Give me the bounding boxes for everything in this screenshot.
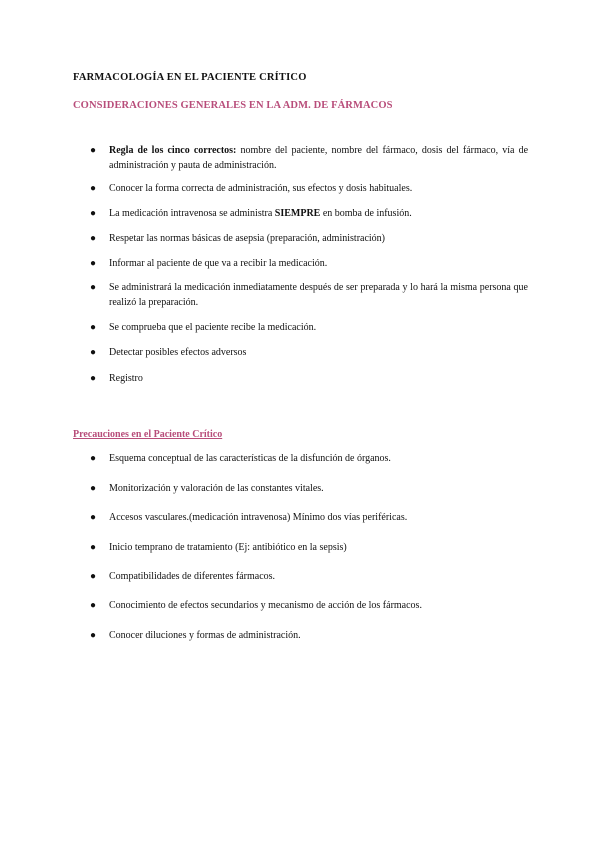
bullet-icon: ●	[90, 322, 97, 333]
bullet-icon: ●	[90, 600, 97, 611]
list-item	[90, 256, 528, 271]
bullet-icon: ●	[90, 233, 97, 244]
section-title-consideraciones: CONSIDERACIONES GENERALES EN LA ADM. DE FÁRMACOS	[73, 100, 393, 111]
list-item	[90, 628, 528, 643]
list-item-text: Respetar las normas básicas de asepsia (preparación, administración)	[109, 233, 386, 244]
list-item-text: Se comprueba que el paciente recibe la medicación.	[109, 322, 317, 333]
list-item	[90, 540, 528, 555]
bullet-icon: ●	[90, 258, 97, 269]
list-item-text: Registro	[109, 373, 143, 384]
bullet-icon: ●	[90, 630, 97, 641]
list-item-text-after: en bomba de infusión.	[320, 208, 412, 219]
document-title: FARMACOLOGÍA EN EL PACIENTE CRÍTICO	[73, 72, 307, 83]
list-item	[90, 510, 528, 525]
list-item	[90, 231, 528, 246]
list-item-bold: Regla de los cinco correctos:	[109, 145, 237, 156]
bullet-icon: ●	[90, 571, 97, 582]
list-item-text: Se administrará la medicación inmediatamente después de ser preparada y lo hará la misma persona que realizó la preparación.	[109, 282, 528, 308]
bullet-icon: ●	[90, 208, 97, 219]
list-item-text: Compatibilidades de diferentes fármacos.	[109, 571, 276, 582]
section-title-precauciones: Precauciones en el Paciente Crítico	[73, 429, 223, 440]
bullet-icon: ●	[90, 373, 97, 384]
list-item	[90, 481, 528, 496]
bullet-icon: ●	[90, 347, 97, 358]
list-item	[90, 598, 528, 613]
bullet-icon: ●	[90, 282, 97, 293]
list-item-text: Conocer la forma correcta de administración, sus efectos y dosis habituales.	[109, 183, 413, 194]
list-item-text: Conocimiento de efectos secundarios y mecanismo de acción de los fármacos.	[109, 600, 422, 611]
list-item	[90, 451, 528, 466]
bullet-icon: ●	[90, 183, 97, 194]
list-item	[90, 569, 528, 584]
list-item-text: Monitorización y valoración de las constantes vitales.	[109, 483, 324, 494]
bullet-icon: ●	[90, 542, 97, 553]
list-item	[90, 320, 528, 335]
list-item-text: Informar al paciente de que va a recibir la medicación.	[109, 258, 328, 269]
list-item	[90, 143, 528, 173]
list-item	[90, 206, 528, 221]
list-item	[90, 181, 528, 196]
list-item-text: Esquema conceptual de las características de la disfunción de órganos.	[109, 453, 391, 464]
list-item-text: Conocer diluciones y formas de administración.	[109, 630, 301, 641]
list-item-emphasis: SIEMPRE	[274, 208, 321, 219]
list-item-text: La medicación intravenosa se administra	[109, 208, 275, 219]
bullet-icon: ●	[90, 145, 97, 156]
list-item-text: nombre del paciente, nombre del fármaco, dosis del fármaco, vía de administración y pauta de administración.	[109, 145, 529, 171]
list-item-text: Accesos vasculares.(medicación intravenosa) Mínimo dos vías periféricas.	[109, 512, 408, 523]
list-item	[90, 345, 528, 360]
list-item	[90, 371, 528, 386]
bullet-icon: ●	[90, 483, 97, 494]
list-item-text: Inicio temprano de tratamiento (Ej: antibiótico en la sepsis)	[109, 542, 347, 553]
list-item	[90, 280, 528, 310]
bullet-icon: ●	[90, 512, 97, 523]
list-item-text: Detectar posibles efectos adversos	[109, 347, 247, 358]
bullet-icon: ●	[90, 453, 97, 464]
